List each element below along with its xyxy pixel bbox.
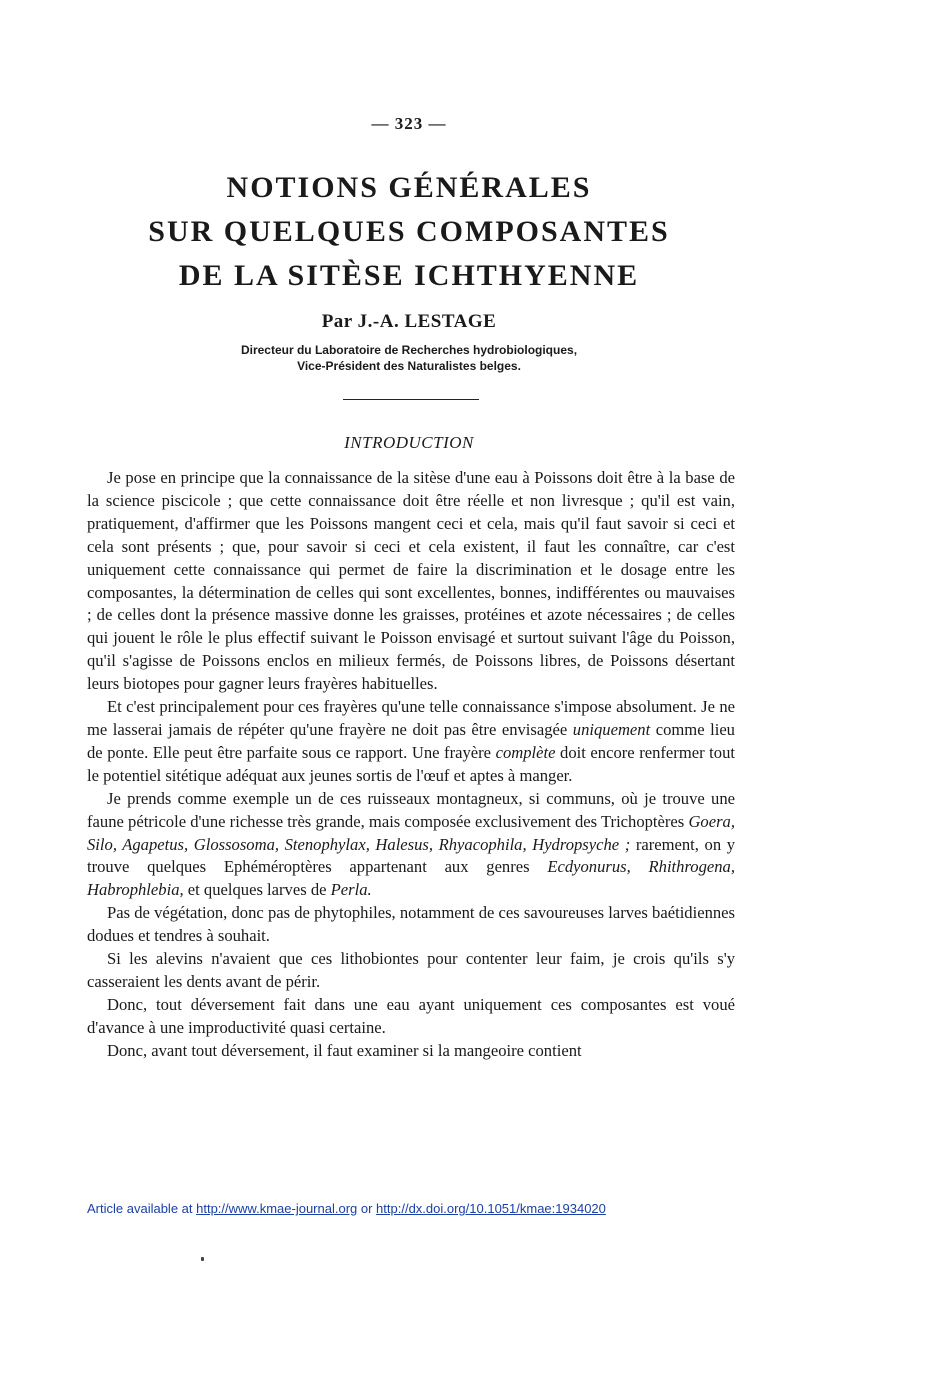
italic-term: complète xyxy=(495,742,556,762)
footer-prefix: Article available at xyxy=(87,1201,197,1216)
italic-term: uniquement xyxy=(572,719,651,739)
paragraph-text: Si les alevins n'avaient que ces lithobiontes pour contenter leur faim, je crois qu'ils s'y casseraient les dents avant de périr. xyxy=(87,949,735,991)
paragraph-text: Pas de végétation, donc pas de phytophiles, notamment de ces savoureuses larves baétidiennes dodues et tendres à souhait. xyxy=(87,903,735,946)
journal-link[interactable]: http://www.kmae-journal.org xyxy=(196,1201,358,1216)
italic-term: Goera, Silo, Agapetus, Glossosoma, Stenophylax, Halesus, Rhyacophila, Hydropsyche ; xyxy=(87,811,735,854)
paragraph-text: Je pose en principe que la connaissance de la sitèse d'une eau à Poissons doit être à la base de la science piscicole ; que cette connaissance doit être réelle et non livresque ; qu'il est vain, pratiquement, d'affirmer que les Poissons mangent ceci et cela, mais qu'il faut savoir si ceci et cela sont présents ; que, pour savoir si ceci et cela existent, il faut les connaître, car c'est uniquement cette connaissance qui permet de faire la discrimination et le dosage entre les composantes, la détermination de celles qui sont excellentes, bonnes, indifférentes ou mauvaises ; de celles dont la présence massive donne les graisses, protéines et azote nécessaires ; de celles qui jouent le rôle le plus effectif suivant le Poisson envisagé et surtout suivant l'âge du Poisson, qu'il s'agisse de Poissons enclos en milieux fermés, de Poissons libres, de Poissons désertant leurs biotopes pour gagner leurs frayères habituelles. xyxy=(87,468,735,694)
paragraph-text: Donc, avant tout déversement, il faut examiner si la mangeoire contient xyxy=(107,1040,582,1060)
footer-separator: or xyxy=(357,1201,377,1216)
separator-rule xyxy=(343,399,479,400)
title-line: SUR QUELQUES COMPOSANTES xyxy=(148,215,670,248)
paragraph-text: Je prends comme exemple un de ces ruisseaux montagneux, si communs, où je trouve une faune pétricole d'une richesse très grande, mais composée exclusivement des Trichoptères xyxy=(87,788,735,831)
article-footer xyxy=(87,1201,606,1216)
affiliation-line: Vice-Président des Naturalistes belges. xyxy=(297,359,521,373)
author-byline: Par J.-A. LESTAGE xyxy=(321,311,497,332)
paragraph-text: comme lieu de ponte. Elle peut être parfaite sous ce rapport. Une frayère xyxy=(87,719,735,762)
paragraph xyxy=(87,696,735,788)
body-text xyxy=(87,467,735,1063)
scan-speck xyxy=(201,1257,204,1261)
paragraph-text: Donc, tout déversement fait dans une eau ayant uniquement ces composantes est voué d'avance à une improductivité quasi certaine. xyxy=(87,994,735,1037)
paragraph xyxy=(87,467,735,696)
article-title xyxy=(0,166,818,298)
paragraph-text: Et c'est principalement pour ces frayères qu'une telle connaissance s'impose absolument. Je ne me lasserai jamais de répéter qu'une frayère ne doit pas être envisagée xyxy=(87,697,735,739)
paragraph xyxy=(87,902,735,948)
paragraph-text: et quelques larves de xyxy=(183,880,331,900)
author-affiliation xyxy=(0,342,818,374)
section-heading: INTRODUCTION xyxy=(344,433,474,452)
title-line: NOTIONS GÉNÉRALES xyxy=(226,171,592,204)
italic-term: Ecdyonurus, Rhithrogena, Habrophlebia, xyxy=(87,857,735,900)
paragraph xyxy=(87,1040,735,1063)
title-line: DE LA SITÈSE ICHTHYENNE xyxy=(178,259,640,292)
affiliation-line: Directeur du Laboratoire de Recherches hydrobiologiques, xyxy=(240,343,578,357)
paragraph xyxy=(87,948,735,994)
paragraph xyxy=(87,788,735,903)
paragraph-text: rarement, on y trouve quelques Ephéméroptères appartenant aux genres xyxy=(87,834,735,877)
paragraph xyxy=(87,994,735,1040)
paragraph-text: doit encore renfermer tout le potentiel sitétique adéquat aux jeunes sortis de l'œuf et aptes à manger. xyxy=(87,742,735,785)
italic-term: Perla. xyxy=(330,880,372,900)
doi-link[interactable]: http://dx.doi.org/10.1051/kmae:1934020 xyxy=(376,1201,606,1216)
page-number: — 323 — xyxy=(371,114,447,133)
